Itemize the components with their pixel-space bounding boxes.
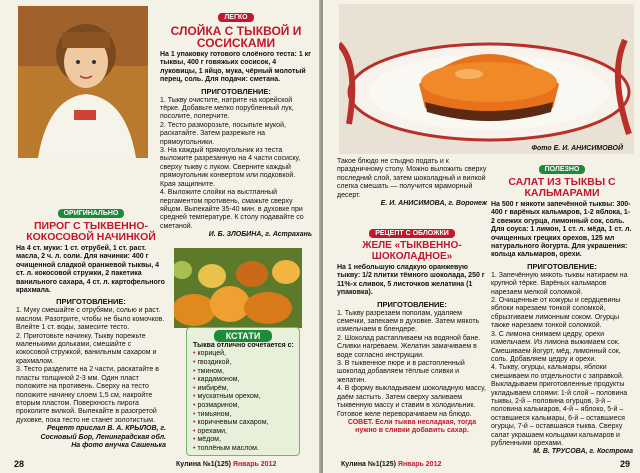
recipe-ingredients: На 1 небольшую сладкую оранжевую тыкву: 1/2 плитки тёмного шоколада, 250 г 11%-х сливок, 5 листочков желатина (1 упаковка). (337, 264, 485, 297)
recipe-title: ЖЕЛЕ «ТЫКВЕННО-ШОКОЛАДНОЕ» (362, 240, 462, 262)
child-photo (18, 6, 148, 158)
kstati-list (193, 350, 295, 453)
recipe-step: 3. Тесто разделите на 2 части, раскатайте в пласты толщиной 2-3 мм. Один пласт положите на противень. Сверху на тесто положите начинку слоем 1,5 см, накройте вторым пластом. Поверхность пирога проколите вилкой. Выпекайте в разогретой духовке, пока тесто не станет золотистым. (16, 366, 159, 424)
recipe-step: 1. Тыкву очистите, натрите на корейской тёрке. Добавьте мелко порубленный лук, посолите, поперчите. (160, 96, 294, 121)
recipe-tag: ЛЕГКО (218, 13, 253, 22)
recipe-tip: СОВЕТ. Если тыква несладкая, тогда нужно в сливки добавить сахар. (347, 418, 477, 435)
recipe-tag: ПОЛЕЗНО (539, 165, 586, 174)
recipe-title: ПИРОГ С ТЫКВЕННО-КОКОСОВОЙ НАЧИНКОЙ (26, 220, 156, 243)
recipe-step: 1. Тыкву разрезаем пополам, удаляем семечки, запекаем в духовке. Затем мякоть измельчаем в блендере. (337, 309, 480, 334)
recipe-step: 3. С лимона снимаем цедру, орехи измельчаем. Из лимона выжимаем сок. Смешиваем йогурт, мёд, лимонный сок, соль. Добавляем цедру и орехи. (491, 330, 621, 363)
kstati-item: • коричневым сахаром, (193, 419, 295, 428)
method-heading: ПРИГОТОВЛЕНИЕ: (56, 297, 126, 307)
page-footer (176, 461, 276, 468)
kstati-item: • топлёным маслом. (193, 445, 295, 454)
recipe-pumpkin-squid-salad (491, 158, 633, 457)
kstati-item: • корицей, (193, 350, 295, 359)
pumpkins-photo (174, 248, 302, 328)
kstati-box (186, 327, 300, 456)
kstati-item: • орехами, (193, 428, 295, 437)
kstati-item: • тмином, (193, 368, 295, 377)
recipe-title: САЛАТ ИЗ ТЫКВЫ С КАЛЬМАРАМИ (508, 176, 616, 199)
page-footer (341, 461, 441, 468)
kstati-intro: Тыква отлично сочетается с: (193, 342, 294, 349)
recipe-step: 3. На каждый прямоугольник из теста выложите разрезанную на 4 части сосиску, сверху тыкву с луком. Сверните каждый прямоугольник конвертом или подковкой. Края защипните. (160, 147, 301, 188)
recipe-step: 2. Тесто разморозьте, посыпьте мукой, раскатайте. Затем разрежьте на прямоугольники. (160, 121, 286, 146)
right-page (323, 0, 640, 473)
photo-credit: Фото Е. И. АНИСИМОВОЙ (531, 145, 623, 152)
footer-magazine: Кулина (176, 461, 201, 468)
recipe-step: 2. Приготовьте начинку. Тыкву порежьте маленькими дольками, смешайте с кокосовой стружкой, ванильным сахаром и крахмалом. (16, 332, 157, 365)
photo-credit: На фото внучка Сашенька (71, 441, 166, 449)
recipe-author: Е. И. АНИСИМОВА, г. Воронеж (380, 200, 487, 208)
footer-issue: №1(125) (202, 461, 231, 468)
kstati-item: • гвоздикой, (193, 359, 295, 368)
recipe-ingredients: На 500 г мякоти запечённой тыквы: 300-400 г варёных кальмаров, 1-2 яблока, 1-2 свежих огурца, лимонный сок, соль. Для соуса: 1 лимон, 1 ст. л. мёда, 1 ст. л. очищенных грецких орехов, 125 мл натурального йогурта. Для украшения: кольца кальмаров, орехи. (491, 201, 632, 259)
recipe-step: 3. В тыквенное пюре и в растопленный шоколад добавляем тёплые сливки и желатин. (337, 360, 465, 384)
kstati-item: • имбирём, (193, 385, 295, 394)
recipe-pumpkin-chocolate-jelly (337, 222, 487, 436)
recipe-step: 2. Очищенные от кожуры и сердцевины яблоки нарезаем тонкой соломкой, сбрызгиваем лимонным соком. Огурцы также нарезаем тонкой соломкой. (491, 297, 621, 330)
recipe-author: И. Б. ЗЛОБИНА, г. Астрахань (208, 231, 312, 239)
kstati-item: • мускатным орехом, (193, 393, 295, 402)
kstati-title: КСТАТИ (214, 330, 273, 342)
recipe-author: Рецепт прислал В. А. КРЫЛОВ, г. Сосновый Бор, Ленинградская обл. (40, 425, 166, 441)
recipe-tag: РЕЦЕПТ С ОБЛОЖКИ (369, 229, 455, 238)
kstati-item: • кардамоном, (193, 376, 295, 385)
recipe-step: 1. Муку смешайте с отрубями, солью и раст. маслом. Разотрите, чтобы не было комочков. Влейте 1 ст. воды, замесите тесто. (16, 307, 165, 332)
recipe-author: М. В. ТРУСОВА, г. Кострома (533, 448, 633, 456)
recipe-pumpkin-coconut-pie (16, 202, 166, 450)
recipe-step: 4. Тыкву, огурцы, кальмары, яблоки смешиваем по отдельности с заправкой. Выкладываем приготовленные продукты укладываем слоями: 1-й слой – половина тыквы, 2-й – половина огурцов, 3-й – половина кальмаров, 4-й – яблоко, 5-й – оставшиеся кальмары, 6-й – оставшиеся огурцы, 7-й – оставшаяся тыква. Сверху салат украшаем кольцами кальмаров и рубленными орехами. (491, 364, 628, 447)
page-number: 29 (619, 459, 630, 469)
recipe-ingredients: На 4 ст. муки: 1 ст. отрубей, 1 ст. раст. масла, 2 ч. л. соли. Для начинки: 400 г очищенной сладкой оранжевой тыквы, 4 ст. л. кокосовой стружки, 2 пакетика ванильного сахара, 4 ст. л. картофельного крахмала. (16, 245, 165, 295)
page-number: 28 (14, 459, 25, 469)
method-heading: ПРИГОТОВЛЕНИЕ: (377, 299, 447, 309)
recipe-title: СЛОЙКА С ТЫКВОЙ И СОСИСКАМИ (170, 24, 302, 50)
footer-issue: №1(125) (367, 461, 396, 468)
method-heading: ПРИГОТОВЛЕНИЕ: (527, 261, 597, 271)
footer-magazine: Кулина (341, 461, 366, 468)
kstati-item: • тимьяном, (193, 411, 295, 420)
footer-month: Январь 2012 (232, 461, 277, 468)
recipe-text: Такое блюдо не стыдно подать и к праздничному столу. Можно выложить сверху последний слой, затем шоколадный и вилкой слегка смешать — получится мраморный десерт. (337, 158, 487, 199)
recipe-pumpkin-puff (160, 6, 312, 240)
recipe-step: 1. Запечённую мякоть тыквы натираем на крупной тёрке. Варёных кальмаров нарезаем мелкой соломкой. (491, 271, 628, 296)
kstati-item: • розмарином, (193, 402, 295, 411)
recipe-tag: ОРИГИНАЛЬНО (58, 209, 125, 218)
recipe-step: 4. В форму выкладываем шоколадную массу, даём застыть. Затем сверху заливаем тыквенную массу и ставим в холодильник. Готовое желе переворачиваем на блюдо. (337, 385, 486, 418)
method-heading: ПРИГОТОВЛЕНИЕ: (201, 86, 271, 96)
previous-recipe-ending (337, 158, 487, 208)
recipe-ingredients: На 1 упаковку готового слоёного теста: 1 кг тыквы, 400 г говяжьих сосисок, 4 луковицы, 1 яйцо, мука, чёрный молотый перец, соль. Для подачи: сметана. (160, 51, 312, 84)
jelly-photo (339, 4, 634, 154)
kstati-item: • мёдом, (193, 436, 295, 445)
recipe-step: 4. Выложите слойки на выстланный пергаментом противень, смажьте сверху яйцом. Выпекайте 35-40 мин. в духовке при средней температуре. К столу подавайте со сметаной. (160, 189, 304, 230)
footer-month: Январь 2012 (397, 461, 442, 468)
recipe-step: 2. Шоколад растапливаем на водяной бане. Сливки нагреваем. Желатин замачиваем в воде согласно инструкции. (337, 334, 481, 359)
